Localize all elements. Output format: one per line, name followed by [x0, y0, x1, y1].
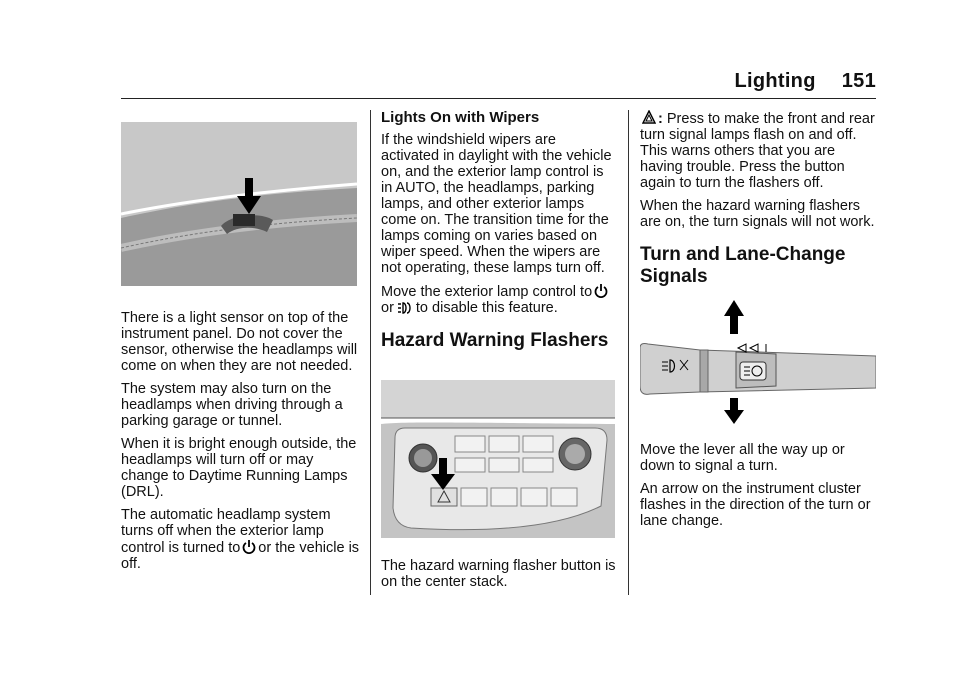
paragraph: When it is bright enough outside, the headlamps will turn off or may change to Daytime Running Lamps (DRL).	[121, 436, 357, 500]
column-3	[640, 110, 876, 536]
column-divider	[370, 110, 371, 595]
paragraph-text: or	[381, 300, 394, 316]
parking-lamp-icon	[396, 301, 414, 315]
hazard-icon	[642, 110, 656, 124]
turn-signal-lever-illustration	[640, 300, 876, 424]
column-divider	[628, 110, 629, 595]
up-arrow-icon	[724, 300, 744, 334]
paragraph: There is a light sensor on top of the instrument panel. Do not cover the sensor, otherwise the headlamps will come on when they are not needed.	[121, 310, 358, 374]
page-number: 151	[841, 70, 876, 92]
down-arrow-icon	[724, 398, 744, 424]
paragraph-text: or the vehicle is off.	[121, 540, 360, 572]
paragraph-text: to disable this feature.	[415, 300, 558, 316]
column-1	[121, 110, 361, 579]
section-heading: Lights On with Wipers	[381, 109, 540, 126]
paragraph	[381, 283, 617, 316]
paragraph	[640, 110, 876, 191]
column-2	[381, 110, 617, 597]
paragraph: When the hazard warning flashers are on, the turn signals will not work.	[640, 198, 875, 230]
hazard-label-colon: :	[658, 111, 663, 127]
running-header	[734, 70, 876, 93]
paragraph: An arrow on the instrument cluster flashes in the direction of the turn or lane change.	[640, 481, 871, 529]
paragraph	[121, 507, 361, 572]
paragraph: Move the lever all the way up or down to signal a turn.	[640, 442, 845, 474]
section-title: Lighting	[734, 70, 816, 92]
paragraph-text: Press to make the front and rear turn signal lamps flash on and off. This warns others that you are having trouble. Press the button again to turn the flashers off.	[640, 111, 875, 191]
paragraph-text: The automatic headlamp system turns off when the exterior lamp control is turned to	[121, 507, 331, 556]
paragraph: The system may also turn on the headlamps when driving through a parking garage or tunnel.	[121, 381, 343, 429]
paragraph: The hazard warning flasher button is on the center stack.	[381, 558, 616, 590]
light-sensor-illustration	[121, 122, 357, 286]
power-off-icon	[594, 283, 608, 299]
section-heading: Hazard Warning Flashers	[381, 330, 609, 351]
paragraph: If the windshield wipers are activated in daylight with the vehicle on, and the exterior lamp control is in AUTO, the headlamps, parking lamps, and other exterior lamps come on. The transition time for the lamps coming on varies based on wiper speed. When the wipers are not operating, these lamps turn off.	[381, 132, 612, 276]
power-off-icon	[242, 539, 256, 555]
center-stack-illustration	[381, 378, 615, 538]
header-rule	[121, 98, 876, 99]
section-heading: Turn and Lane-Change Signals	[640, 244, 846, 287]
paragraph-text: Move the exterior lamp control to	[381, 284, 593, 300]
